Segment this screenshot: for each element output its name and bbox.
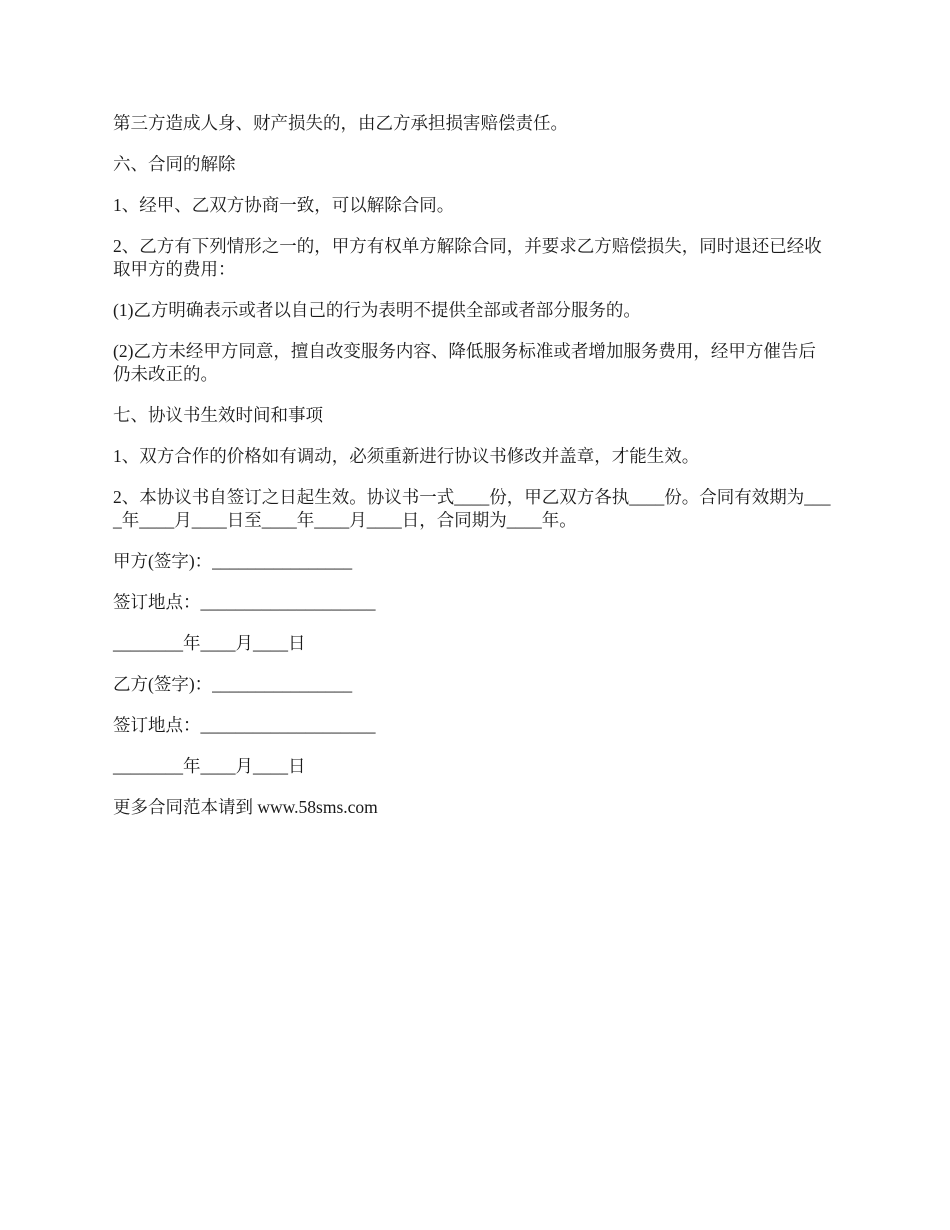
party-b-signing-place: 签订地点：____________________ xyxy=(113,715,376,735)
clause-effective-1: 1、双方合作的价格如有调动，必须重新进行协议书修改并盖章，才能生效。 xyxy=(113,446,700,466)
clause-termination-2-item-2: (2)乙方未经甲方同意，擅自改变服务内容、降低服务标准或者增加服务费用，经甲方催告后仍未改正的。 xyxy=(113,341,816,384)
party-b-signature-line: 乙方(签字)：________________ xyxy=(113,674,353,694)
footer-more-templates: 更多合同范本请到 www.58sms.com xyxy=(113,797,378,817)
clause-termination-1: 1、经甲、乙双方协商一致，可以解除合同。 xyxy=(113,195,455,215)
document-body xyxy=(113,112,833,837)
party-a-signing-date: ________年____月____日 xyxy=(113,633,306,653)
party-b-signing-date: ________年____月____日 xyxy=(113,756,306,776)
section-heading-effective: 七、协议书生效时间和事项 xyxy=(113,405,323,425)
clause-termination-2: 2、乙方有下列情形之一的，甲方有权单方解除合同，并要求乙方赔偿损失，同时退还已经收取甲方的费用： xyxy=(113,236,822,279)
section-heading-termination: 六、合同的解除 xyxy=(113,154,236,174)
clause-effective-2: 2、本协议书自签订之日起生效。协议书一式____份，甲乙双方各执____份。合同有效期为____年____月____日至____年____月____日，合同期为____年。 xyxy=(113,487,831,530)
party-a-signing-place: 签订地点：____________________ xyxy=(113,592,376,612)
clause-termination-2-item-1: (1)乙方明确表示或者以自己的行为表明不提供全部或者部分服务的。 xyxy=(113,300,641,320)
party-a-signature-line: 甲方(签字)：________________ xyxy=(113,551,353,571)
clause-liability-text: 第三方造成人身、财产损失的，由乙方承担损害赔偿责任。 xyxy=(113,113,568,133)
